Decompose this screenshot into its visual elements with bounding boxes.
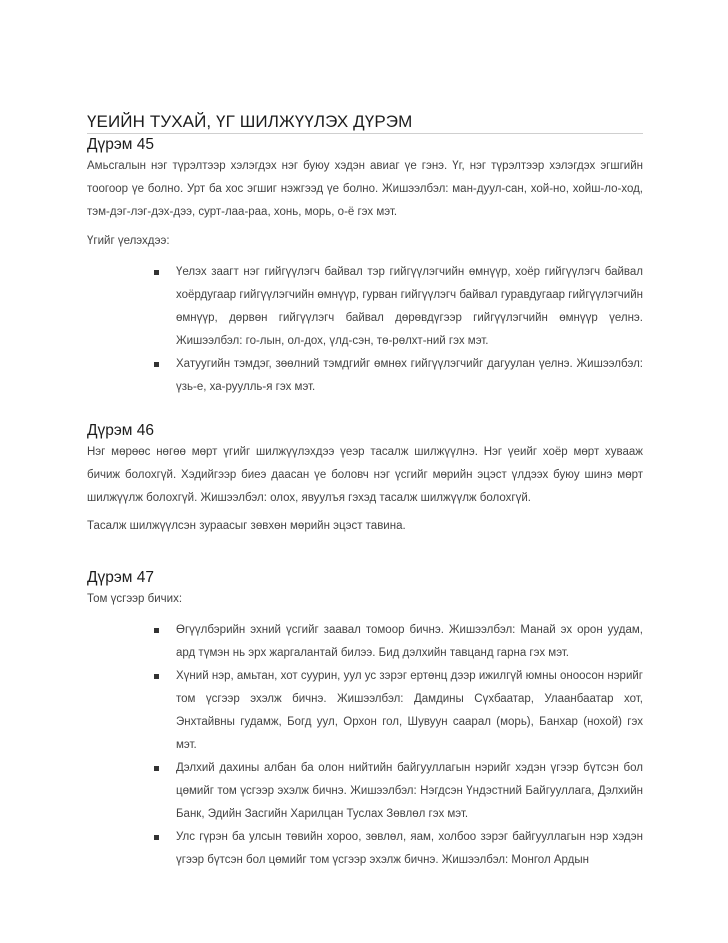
square-bullet-icon — [154, 835, 159, 840]
rule-45-section — [87, 135, 643, 399]
rule-47-section — [87, 568, 643, 872]
rule-46-section — [87, 421, 643, 538]
list-item-text: Улс гүрэн ба улсын төвийн хороо, зөвлөл, яам, холбоо зэрэг байгууллагын нэр хэдэн үгээр бүтсэн бол цөмийг том үсгээр эхэлж бичнэ. Жишээлбэл: Монгол Ардын — [176, 831, 643, 866]
square-bullet-icon — [154, 270, 159, 275]
rule-45-heading: Дүрэм 45 — [87, 136, 154, 153]
rule-45-intro: Үгийг үелэхдээ: — [87, 235, 170, 247]
rule-46-paragraph: Тасалж шилжүүлсэн зураасыг зөвхөн мөрийн эцэст тавина. — [87, 520, 406, 532]
list-item-text: Дэлхий дахины албан ба олон нийтийн байгууллагын нэрийг хэдэн үгээр бүтсэн бол цөмийг том үсгээр эхэлж бичнэ. Жишээлбэл: Нэгдсэн Үндэстний Байгууллага, Дэлхийн Банк, Эдийн Засгийн Харилцан Туслах Зөвлөл гэх мэт. — [176, 762, 643, 820]
rule-47-heading: Дүрэм 47 — [87, 569, 154, 586]
list-item — [87, 665, 643, 757]
square-bullet-icon — [154, 628, 159, 633]
list-item — [87, 261, 643, 353]
list-item-text: Хүний нэр, амьтан, хот суурин, уул ус зэрэг ертөнц дээр ижилгүй юмны оноосон нэрийг том үсгээр эхэлж бичнэ. Жишээлбэл: Дамдины Сүхбаатар, Улаанбаатар хот, Энхтайвны гудамж, Богд уул, Орхон гол, Шувуун саарал (морь), Банхар (нохой) гэх мэт. — [176, 670, 643, 751]
list-item — [87, 757, 643, 826]
document-page — [87, 112, 643, 872]
document-title: ҮЕИЙН ТУХАЙ, ҮГ ШИЛЖҮҮЛЭХ ДҮРЭМ — [87, 112, 643, 134]
rule-45-paragraph: Амьсгалын нэг түрэлтээр хэлэгдэх нэг буюу хэдэн авиаг үе гэнэ. Үг, нэг түрэлтээр хэлэгдэх эгшгийн тоогоор үе болно. Урт ба хос эгшиг нэжгээд үе болно. Жишээлбэл: ман-дуул-сан, хой-но, хойш-ло-ход, тэм-дэг-лэг-дэх-дээ, сурт-лаа-раа, хонь, морь, о-ё гэх мэт. — [87, 160, 643, 218]
rule-47-bullet-list — [87, 619, 643, 872]
square-bullet-icon — [154, 766, 159, 771]
square-bullet-icon — [154, 362, 159, 367]
square-bullet-icon — [154, 674, 159, 679]
rule-46-paragraph: Нэг мөрөөс нөгөө мөрт үгийг шилжүүлэхдээ үеэр тасалж шилжүүлнэ. Нэг үеийг хоёр мөрт хувааж бичиж болохгүй. Хэдийгээр биеэ даасан үе боловч нэг үсгийг мөрийн эцэст үлдээх буюу шинэ мөрт шилжүүлж болохгүй. Жишээлбэл: олох, явуулъя гэхэд тасалж шилжүүлж болохгүй. — [87, 446, 643, 504]
list-item-text: Өгүүлбэрийн эхний үсгийг заавал томоор бичнэ. Жишээлбэл: Манай эх орон уудам, ард түмэн нь эрх жаргалантай билээ. Бид дэлхийн тавцанд гарна гэх мэт. — [176, 624, 643, 659]
rule-46-heading: Дүрэм 46 — [87, 422, 154, 439]
rule-45-bullet-list — [87, 261, 643, 399]
list-item-text: Хатуугийн тэмдэг, зөөлний тэмдгийг өмнөх гийгүүлэгчийг дагуулан үелнэ. Жишээлбэл: үзь-е, ха-руулль-я гэх мэт. — [176, 358, 643, 393]
list-item — [87, 619, 643, 665]
list-item-text: Үелэх заагт нэг гийгүүлэгч байвал тэр гийгүүлэгчийн өмнүүр, хоёр гийгүүлэгч байвал хоёрдугаар гийгүүлэгчийн өмнүүр, гурван гийгүүлэгч байвал гуравдугаар гийгүүлэгчийн өмнүүр, дөрвөн гийгүүлэгч байвал дөрөвдүгээр гийгүүлэгчийн өмнүүр үелнэ. Жишээлбэл: го-лын, ол-дох, үлд-сэн, тө-рөлхт-ний гэх мэт. — [176, 266, 643, 347]
rule-47-intro: Том үсгээр бичих: — [87, 593, 183, 605]
list-item — [87, 826, 643, 872]
list-item — [87, 353, 643, 399]
